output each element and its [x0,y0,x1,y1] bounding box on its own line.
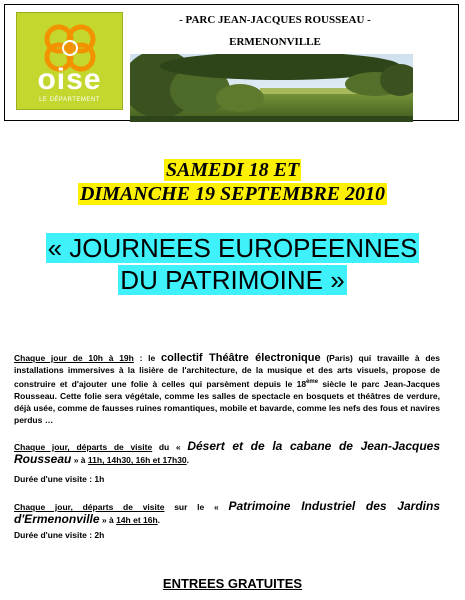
event-2-end: . [186,455,190,465]
event-2-mid: » à [71,455,88,465]
event-1-schedule: Chaque jour de 10h à 19h [14,353,134,363]
event-2-times: 11h, 14h30, 16h et 17h30 [87,455,187,465]
event-3-times: 14h et 16h [116,515,158,525]
event-3-mid: » à [99,515,117,525]
date-line-2: DIMANCHE 19 SEPTEMBRE 2010 [79,183,386,205]
event-2-description [14,440,440,466]
event-3-schedule: Chaque jour, départs de visite [14,502,165,512]
oise-logo [16,12,123,110]
logo-name: oise [37,63,102,96]
free-entry-notice: ENTREES GRATUITES [162,576,303,591]
event-1-text-a: qui travaille à des installations immersives à la lisière de l'architecture, de la musique et des arts visuels, propose de construire et d'ajouter une folie à celles qui parsèment depuis le 18 [14,353,440,389]
site-name: - PARC JEAN-JACQUES ROUSSEAU - [179,14,371,26]
park-photo [130,54,413,122]
event-1-text-b: siècle le parc Jean-Jacques Rousseau. Cette folie sera végétale, comme les salles de spectacle en bosquets et théâtres de verdure, déjà usée, comme de fausses ruines romantiques, mobile et bavarde, comme les nefs des fous et navires perdus … [14,378,440,425]
event-1-city: (Paris) [320,353,353,363]
event-1-name: collectif Théâtre électronique [161,352,321,364]
event-1-sep: : le [133,353,161,363]
event-dates [0,158,465,206]
event-2-prefix: du « [152,442,188,452]
event-title [0,232,465,296]
site-town: ERMENONVILLE [229,36,321,48]
event-2-duration: Durée d'une visite : 1h [14,474,105,484]
event-1-sup: ème [306,379,319,385]
event-1-description [14,352,440,426]
event-3-name: Patrimoine Industriel des Jardins d'Ermenonville [14,499,440,526]
event-3-description [14,500,440,526]
title-line-1: « JOURNEES EUROPEENNES [47,233,418,263]
event-2-schedule: Chaque jour, départs de visite [14,442,153,452]
event-3-prefix: sur le « [164,502,229,512]
title-line-2: DU PATRIMOINE » [120,265,345,295]
date-line-1: SAMEDI 18 ET [165,159,300,181]
event-3-end: . [157,515,161,525]
event-3-duration: Durée d'une visite : 2h [14,530,105,540]
logo-subtitle: LE DÉPARTEMENT [39,97,100,103]
event-2-name: Désert et de la cabane de Jean-Jacques Rousseau [14,439,441,466]
